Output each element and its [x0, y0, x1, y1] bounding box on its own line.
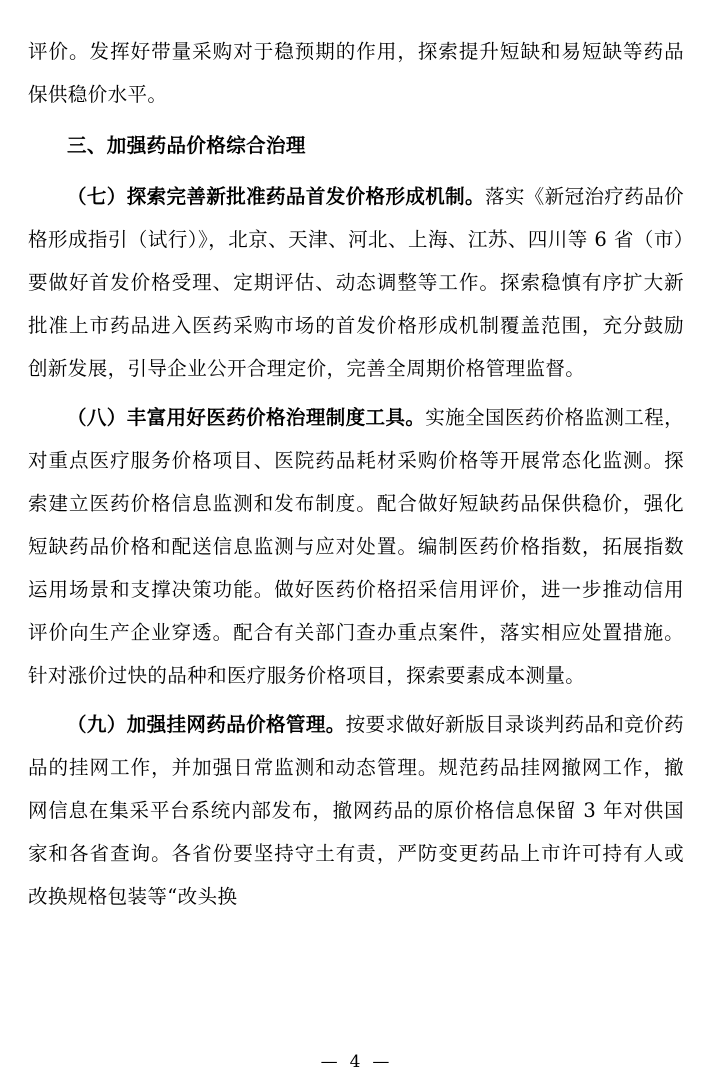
footer-dash-right: —: [372, 1052, 392, 1072]
item-7-lead: （七）探索完善新批准药品首发价格形成机制。: [67, 185, 485, 208]
page-number: 4: [349, 1052, 363, 1072]
paragraph-item-7: [28, 175, 684, 390]
footer-dash-left: —: [320, 1052, 340, 1072]
item-9-text: 按要求做好新版目录谈判药品和竞价药品的挂网工作，并加强日常监测和动态管理。规范药品挂网撤网工作，撤网信息在集采平台系统内部发布，撤网药品的原价格信息保留 3 年对供国家和各省查询。各省份要坚持守土有责，严防变更药品上市许可持有人或改换规格包装等“改头换: [28, 713, 684, 908]
paragraph-item-9: [28, 703, 684, 918]
page-footer: [0, 1052, 712, 1072]
item-9-lead: （九）加强挂网药品价格管理。: [67, 713, 346, 736]
paragraph-item-8: [28, 396, 684, 697]
item-7-text: 落实《新冠治疗药品价格形成指引（试行）》，北京、天津、河北、上海、江苏、四川等 6 省（市）要做好首发价格受理、定期评估、动态调整等工作。探索稳慎有序扩大新批准上市药品进入医药采购市场的首发价格形成机制覆盖范围，充分鼓励创新发展，引导企业公开合理定价，完善全周期价格管理监督。: [28, 185, 684, 380]
item-8-lead: （八）丰富用好医药价格治理制度工具。: [67, 406, 426, 429]
item-8-text: 实施全国医药价格监测工程，对重点医疗服务价格项目、医院药品耗材采购价格等开展常态化监测。探索建立医药价格信息监测和发布制度。配合做好短缺药品保供稳价，强化短缺药品价格和配送信息监测与应对处置。编制医药价格指数，拓展指数运用场景和支撑决策功能。做好医药价格招采信用评价，进一步推动信用评价向生产企业穿透。配合有关部门查办重点案件，落实相应处置措施。针对涨价过快的品种和医疗服务价格项目，探索要素成本测量。: [28, 406, 685, 687]
document-body: [28, 30, 684, 918]
section-heading: 三、加强药品价格综合治理: [67, 134, 306, 157]
spacer: [28, 116, 684, 122]
paragraph-continuation: 评价。发挥好带量采购对于稳预期的作用，探索提升短缺和易短缺等药品保供稳价水平。: [28, 40, 684, 106]
